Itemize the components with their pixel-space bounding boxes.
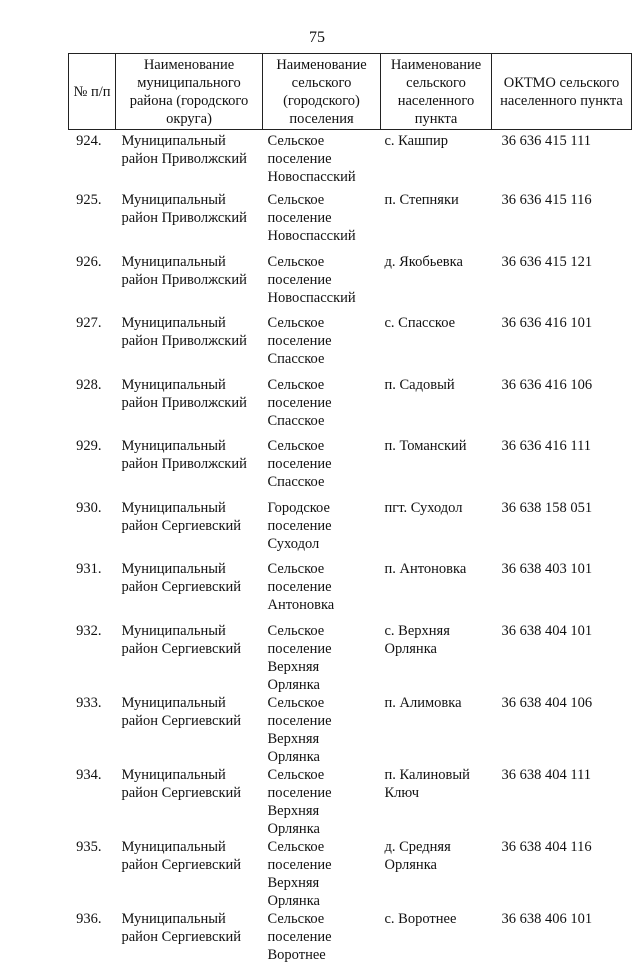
row-settlement: Сельское поселение Воротнее bbox=[263, 910, 381, 971]
row-district: Муниципальный район Сергиевский bbox=[116, 838, 263, 910]
row-locality: п. Степняки bbox=[381, 191, 492, 253]
row-district: Муниципальный район Сергиевский bbox=[116, 499, 263, 561]
row-number: 925. bbox=[69, 191, 116, 253]
row-locality: с. Спасское bbox=[381, 314, 492, 376]
table-row bbox=[69, 253, 632, 315]
row-number: 935. bbox=[69, 838, 116, 910]
row-locality: пгт. Суходол bbox=[381, 499, 492, 561]
row-settlement: Сельское поселение Новоспасский bbox=[263, 191, 381, 253]
row-locality: п. Томанский bbox=[381, 437, 492, 499]
row-locality: с. Кашпир bbox=[381, 130, 492, 192]
table-row bbox=[69, 838, 632, 910]
table-row bbox=[69, 437, 632, 499]
row-district: Муниципальный район Сергиевский bbox=[116, 560, 263, 622]
table-row bbox=[69, 910, 632, 971]
row-number: 933. bbox=[69, 694, 116, 766]
row-district: Муниципальный район Сергиевский bbox=[116, 766, 263, 838]
row-oktmo: 36 638 403 101 bbox=[492, 560, 632, 622]
row-number: 936. bbox=[69, 910, 116, 971]
row-locality: п. Садовый bbox=[381, 376, 492, 438]
row-oktmo: 36 638 406 101 bbox=[492, 910, 632, 971]
row-number: 926. bbox=[69, 253, 116, 315]
row-locality: с. Воротнее bbox=[381, 910, 492, 971]
row-settlement: Сельское поселение Верхняя Орлянка bbox=[263, 766, 381, 838]
header-oktmo: ОКТМО сельского населенного пункта bbox=[492, 54, 632, 130]
header-settlement: Наименование сельского (городского) поселения bbox=[263, 54, 381, 130]
row-oktmo: 36 638 158 051 bbox=[492, 499, 632, 561]
row-settlement: Сельское поселение Верхняя Орлянка bbox=[263, 838, 381, 910]
row-district: Муниципальный район Приволжский bbox=[116, 130, 263, 192]
row-district: Муниципальный район Приволжский bbox=[116, 253, 263, 315]
row-locality: с. Верхняя Орлянка bbox=[381, 622, 492, 694]
row-district: Муниципальный район Сергиевский bbox=[116, 694, 263, 766]
row-locality: п. Антоновка bbox=[381, 560, 492, 622]
header-district: Наименование муниципального района (городского округа) bbox=[116, 54, 263, 130]
row-settlement: Сельское поселение Верхняя Орлянка bbox=[263, 694, 381, 766]
table-row bbox=[69, 766, 632, 838]
row-oktmo: 36 636 415 111 bbox=[492, 130, 632, 192]
table-row bbox=[69, 130, 632, 192]
row-number: 928. bbox=[69, 376, 116, 438]
row-district: Муниципальный район Приволжский bbox=[116, 191, 263, 253]
row-oktmo: 36 636 415 121 bbox=[492, 253, 632, 315]
table-row bbox=[69, 376, 632, 438]
row-settlement: Сельское поселение Спасское bbox=[263, 314, 381, 376]
row-oktmo: 36 638 404 111 bbox=[492, 766, 632, 838]
page-number: 75 bbox=[0, 29, 634, 47]
table-row bbox=[69, 499, 632, 561]
table-row bbox=[69, 314, 632, 376]
settlements-table bbox=[68, 53, 632, 971]
row-locality: д. Якобьевка bbox=[381, 253, 492, 315]
table-row bbox=[69, 560, 632, 622]
row-number: 931. bbox=[69, 560, 116, 622]
row-settlement: Сельское поселение Спасское bbox=[263, 376, 381, 438]
table-row bbox=[69, 191, 632, 253]
row-oktmo: 36 638 404 101 bbox=[492, 622, 632, 694]
row-number: 930. bbox=[69, 499, 116, 561]
row-number: 934. bbox=[69, 766, 116, 838]
header-num: № п/п bbox=[69, 54, 116, 130]
table-row bbox=[69, 694, 632, 766]
row-number: 924. bbox=[69, 130, 116, 192]
row-settlement: Сельское поселение Новоспасский bbox=[263, 253, 381, 315]
row-locality: п. Алимовка bbox=[381, 694, 492, 766]
row-district: Муниципальный район Приволжский bbox=[116, 314, 263, 376]
row-district: Муниципальный район Сергиевский bbox=[116, 910, 263, 971]
row-number: 932. bbox=[69, 622, 116, 694]
row-settlement: Сельское поселение Спасское bbox=[263, 437, 381, 499]
row-settlement: Сельское поселение Верхняя Орлянка bbox=[263, 622, 381, 694]
row-oktmo: 36 636 416 106 bbox=[492, 376, 632, 438]
row-oktmo: 36 638 404 116 bbox=[492, 838, 632, 910]
row-district: Муниципальный район Приволжский bbox=[116, 437, 263, 499]
row-number: 927. bbox=[69, 314, 116, 376]
row-settlement: Сельское поселение Антоновка bbox=[263, 560, 381, 622]
row-oktmo: 36 636 416 111 bbox=[492, 437, 632, 499]
row-oktmo: 36 636 415 116 bbox=[492, 191, 632, 253]
row-oktmo: 36 636 416 101 bbox=[492, 314, 632, 376]
header-locality: Наименование сельского населенного пункта bbox=[381, 54, 492, 130]
row-locality: п. Калиновый Ключ bbox=[381, 766, 492, 838]
row-number: 929. bbox=[69, 437, 116, 499]
row-locality: д. Средняя Орлянка bbox=[381, 838, 492, 910]
row-district: Муниципальный район Приволжский bbox=[116, 376, 263, 438]
table-row bbox=[69, 622, 632, 694]
row-district: Муниципальный район Сергиевский bbox=[116, 622, 263, 694]
row-settlement: Сельское поселение Новоспасский bbox=[263, 130, 381, 192]
row-settlement: Городское поселение Суходол bbox=[263, 499, 381, 561]
row-oktmo: 36 638 404 106 bbox=[492, 694, 632, 766]
table-body bbox=[69, 130, 632, 971]
table-header-row bbox=[69, 54, 632, 130]
